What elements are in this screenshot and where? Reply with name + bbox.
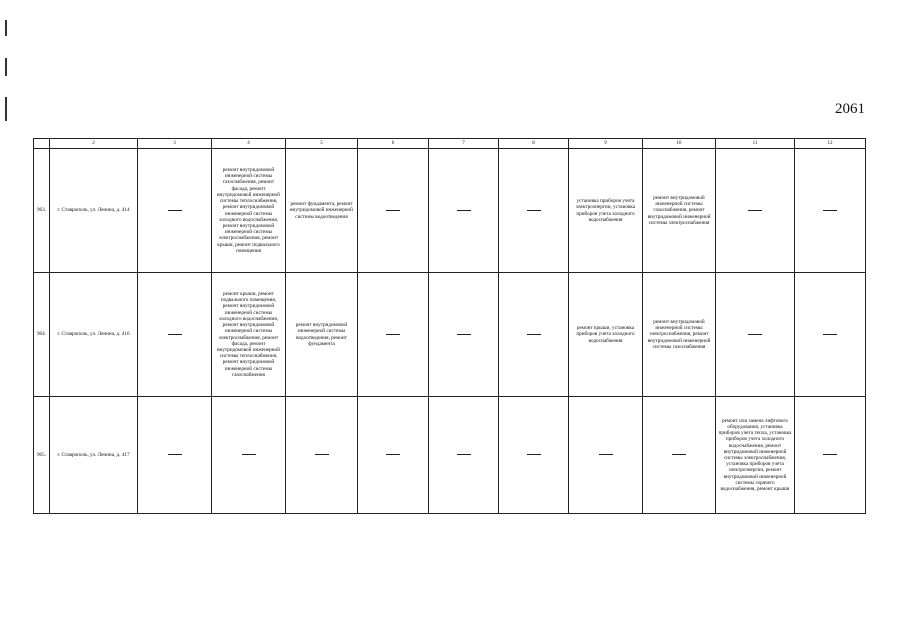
empty-cell: [795, 149, 866, 273]
empty-cell: [212, 397, 286, 514]
empty-cell: [358, 149, 429, 273]
table-row: [34, 397, 866, 514]
page-number: 2061: [835, 101, 865, 117]
table-row: [34, 149, 866, 273]
dash-mark: [457, 210, 471, 211]
dash-mark: [527, 210, 541, 211]
empty-cell: [499, 273, 569, 397]
works-cell: ремонт внутридомовой инженерной системы электроснабжения, ремонт внутридомовой инженерной системы газоснабжения: [643, 273, 716, 397]
dash-mark: [672, 454, 686, 455]
dash-mark: [386, 454, 400, 455]
header-cell: 8: [499, 139, 569, 149]
empty-cell: [358, 273, 429, 397]
header-cell: [34, 139, 50, 149]
address-cell: г. Ставрополь, ул. Ленина, д. 416: [50, 273, 138, 397]
dash-mark: [315, 454, 329, 455]
row-number: 965.: [34, 397, 50, 514]
margin-mark-top: [5, 20, 7, 36]
dash-mark: [168, 210, 182, 211]
header-cell: 2: [50, 139, 138, 149]
header-cell: 11: [716, 139, 795, 149]
works-cell: ремонт внутридомовой инженерной системы газоснабжения, ремонт фасада, ремонт внутридомовой инженерной системы теплоснабжения, ремонт внутридомовой инженерной системы холодного водоснабжения, ремонт внутридомовой инженерной системы электроснабжения, ремонт крыши, ремонт подвального помещения: [212, 149, 286, 273]
header-cell: 3: [138, 139, 212, 149]
dash-mark: [386, 334, 400, 335]
header-row: [34, 139, 866, 149]
works-cell: ремонт крыши, ремонт подвального помещения, ремонт внутридомовой инженерной системы холодного водоснабжения, ремонт внутридомовой инженерной системы электроснабжения, ремонт фасада, ремонт внутридомовой инженерной системы теплоснабжения, ремонт внутридомовой инженерной системы газоснабжения: [212, 273, 286, 397]
empty-cell: [138, 397, 212, 514]
dash-mark: [823, 454, 837, 455]
repair-schedule-table: [33, 138, 866, 514]
empty-cell: [138, 273, 212, 397]
row-number: 964.: [34, 273, 50, 397]
dash-mark: [527, 454, 541, 455]
dash-mark: [168, 334, 182, 335]
works-cell: ремонт крыши, установка приборов учета холодного водоснабжения: [569, 273, 643, 397]
dash-mark: [748, 210, 762, 211]
header-cell: 5: [286, 139, 358, 149]
empty-cell: [499, 149, 569, 273]
works-cell: установка приборов учета электроэнергии, установка приборов учета холодного водоснабжения: [569, 149, 643, 273]
header-cell: 4: [212, 139, 286, 149]
dash-mark: [457, 334, 471, 335]
empty-cell: [716, 273, 795, 397]
dash-mark: [823, 210, 837, 211]
works-cell: ремонт внутридомовой инженерной системы газоснабжения, ремонт внутридомовой инженерной системы электроснабжения: [643, 149, 716, 273]
empty-cell: [429, 397, 499, 514]
header-cell: 10: [643, 139, 716, 149]
empty-cell: [795, 273, 866, 397]
empty-cell: [358, 397, 429, 514]
table-row: [34, 273, 866, 397]
empty-cell: [716, 149, 795, 273]
header-cell: 12: [795, 139, 866, 149]
empty-cell: [795, 397, 866, 514]
address-cell: г. Ставрополь, ул. Ленина, д. 417: [50, 397, 138, 514]
empty-cell: [499, 397, 569, 514]
dash-mark: [386, 210, 400, 211]
dash-mark: [823, 334, 837, 335]
dash-mark: [748, 334, 762, 335]
address-cell: г. Ставрополь, ул. Ленина, д. 414: [50, 149, 138, 273]
works-cell: ремонт фундамента, ремонт внутридомовой инженерной системы водоотведения: [286, 149, 358, 273]
header-cell: 9: [569, 139, 643, 149]
empty-cell: [138, 149, 212, 273]
works-cell: ремонт внутридомовой инженерной системы водоотведения, ремонт фундамента: [286, 273, 358, 397]
empty-cell: [429, 149, 499, 273]
empty-cell: [569, 397, 643, 514]
header-cell: 6: [358, 139, 429, 149]
dash-mark: [168, 454, 182, 455]
dash-mark: [527, 334, 541, 335]
dash-mark: [457, 454, 471, 455]
dash-mark: [242, 454, 256, 455]
empty-cell: [429, 273, 499, 397]
empty-cell: [643, 397, 716, 514]
works-cell: ремонт или замена лифтового оборудования, установка приборов учета тепла, установка приборов учета холодного водоснабжения, ремонт внутридомовой инженерной системы электроснабжения, установка приборов учета электроэнергии, ремонт внутридомовой инженерной системы горячего водоснабжения, ремонт крыши: [716, 397, 795, 514]
dash-mark: [599, 454, 613, 455]
margin-mark-middle: [5, 58, 7, 76]
header-cell: 7: [429, 139, 499, 149]
empty-cell: [286, 397, 358, 514]
row-number: 963.: [34, 149, 50, 273]
margin-mark-bottom: [5, 97, 7, 121]
